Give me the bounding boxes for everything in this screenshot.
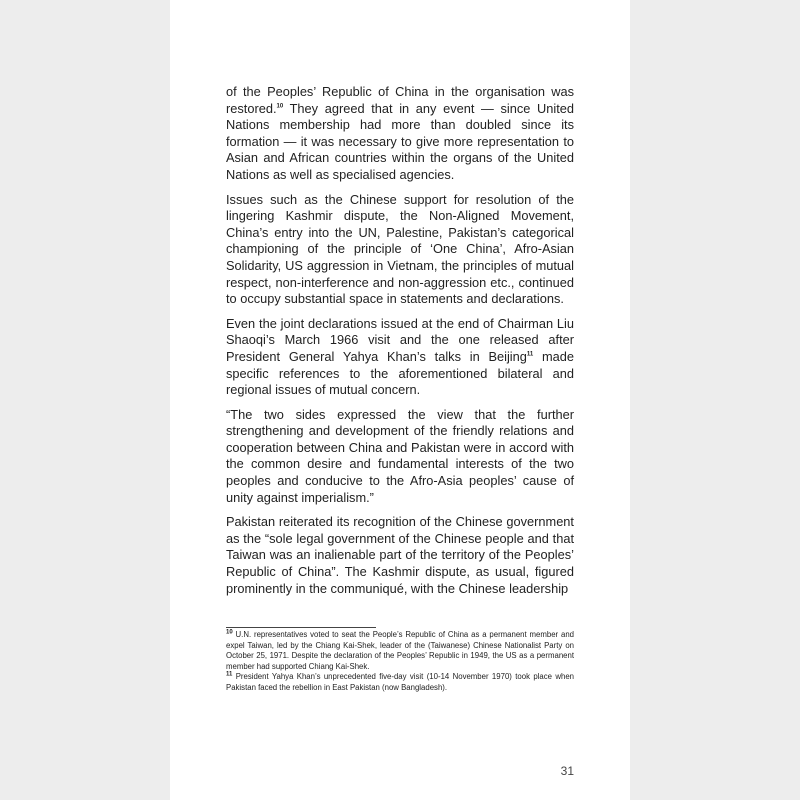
body-text [226, 84, 574, 605]
paragraph-2: Issues such as the Chinese support for resolution of the lingering Kashmir dispute, the Non-Aligned Movement, China’s entry into the UN, Palestine, Pakistan’s categorical championing of the principle of ‘One China’, Afro-Asian Solidarity, US aggression in Vietnam, the principles of mutual respect, non-interference and non-aggression etc., continued to occupy substantial space in statements and declarations. [226, 191, 574, 307]
footnote-ref-11: 11 [526, 351, 534, 358]
paragraph-3 [226, 316, 574, 399]
footnote-ref-10: 10 [276, 103, 284, 110]
footnote-11 [226, 672, 574, 693]
book-page [170, 0, 630, 800]
paragraph-3-text: Even the joint declarations issued at the end of Chairman Liu Shaoqi’s March 1966 visit and the one released after President General Yahya Khan’s talks in Beijing [226, 315, 574, 364]
footnotes [226, 630, 574, 694]
paragraph-5: Pakistan reiterated its recognition of the Chinese government as the “sole legal government of the Chinese people and that Taiwan was an inalienable part of the territory of the Peoples’ Republic of China”. The Kashmir dispute, as usual, figured prominently in the communiqué, with the Chinese leadership [226, 514, 574, 596]
quotation-paragraph: “The two sides expressed the view that the further strengthening and development of the friendly relations and cooperation between China and Pakistan were in accord with the common desire and fundamental interests of the two peoples and conducive to the Afro-Asia peoples’ cause of unity against imperialism.” [226, 406, 574, 505]
footnote-11-text: President Yahya Khan’s unprecedented five-day visit (10-14 November 1970) took place when Pakistan faced the rebellion in East Pakistan (now Bangladesh). [226, 672, 574, 692]
footnote-11-number: 11 [226, 671, 233, 678]
paragraph-1 [226, 84, 574, 184]
paragraph-3-text-continued: made specific references to the aforementioned bilateral and regional issues of mutual concern. [226, 348, 574, 398]
page-number: 31 [560, 764, 574, 778]
footnote-divider [226, 627, 376, 628]
paragraph-1-text-continued: They agreed that in any event — since United Nations membership had more than doubled since its formation — it was necessary to give more representation to Asian and African countries within the organs of the United Nations as well as specialised agencies. [226, 100, 574, 182]
footnote-10-number: 10 [226, 629, 233, 636]
footnote-10 [226, 630, 574, 672]
paragraph-1-text: of the Peoples’ Republic of China in the organisation was restored. [226, 84, 574, 116]
footnote-10-text: U.N. representatives voted to seat the People’s Republic of China as a permanent member and expel Taiwan, led by the Chiang Kai-Shek, leader of the (Taiwanese) Chinese Nationalist Party on October 25, 1971. Despite the declaration of the Peoples’ Republic in 1949, the US as a permanent member had supported Chiang Kai-Shek. [226, 630, 574, 671]
